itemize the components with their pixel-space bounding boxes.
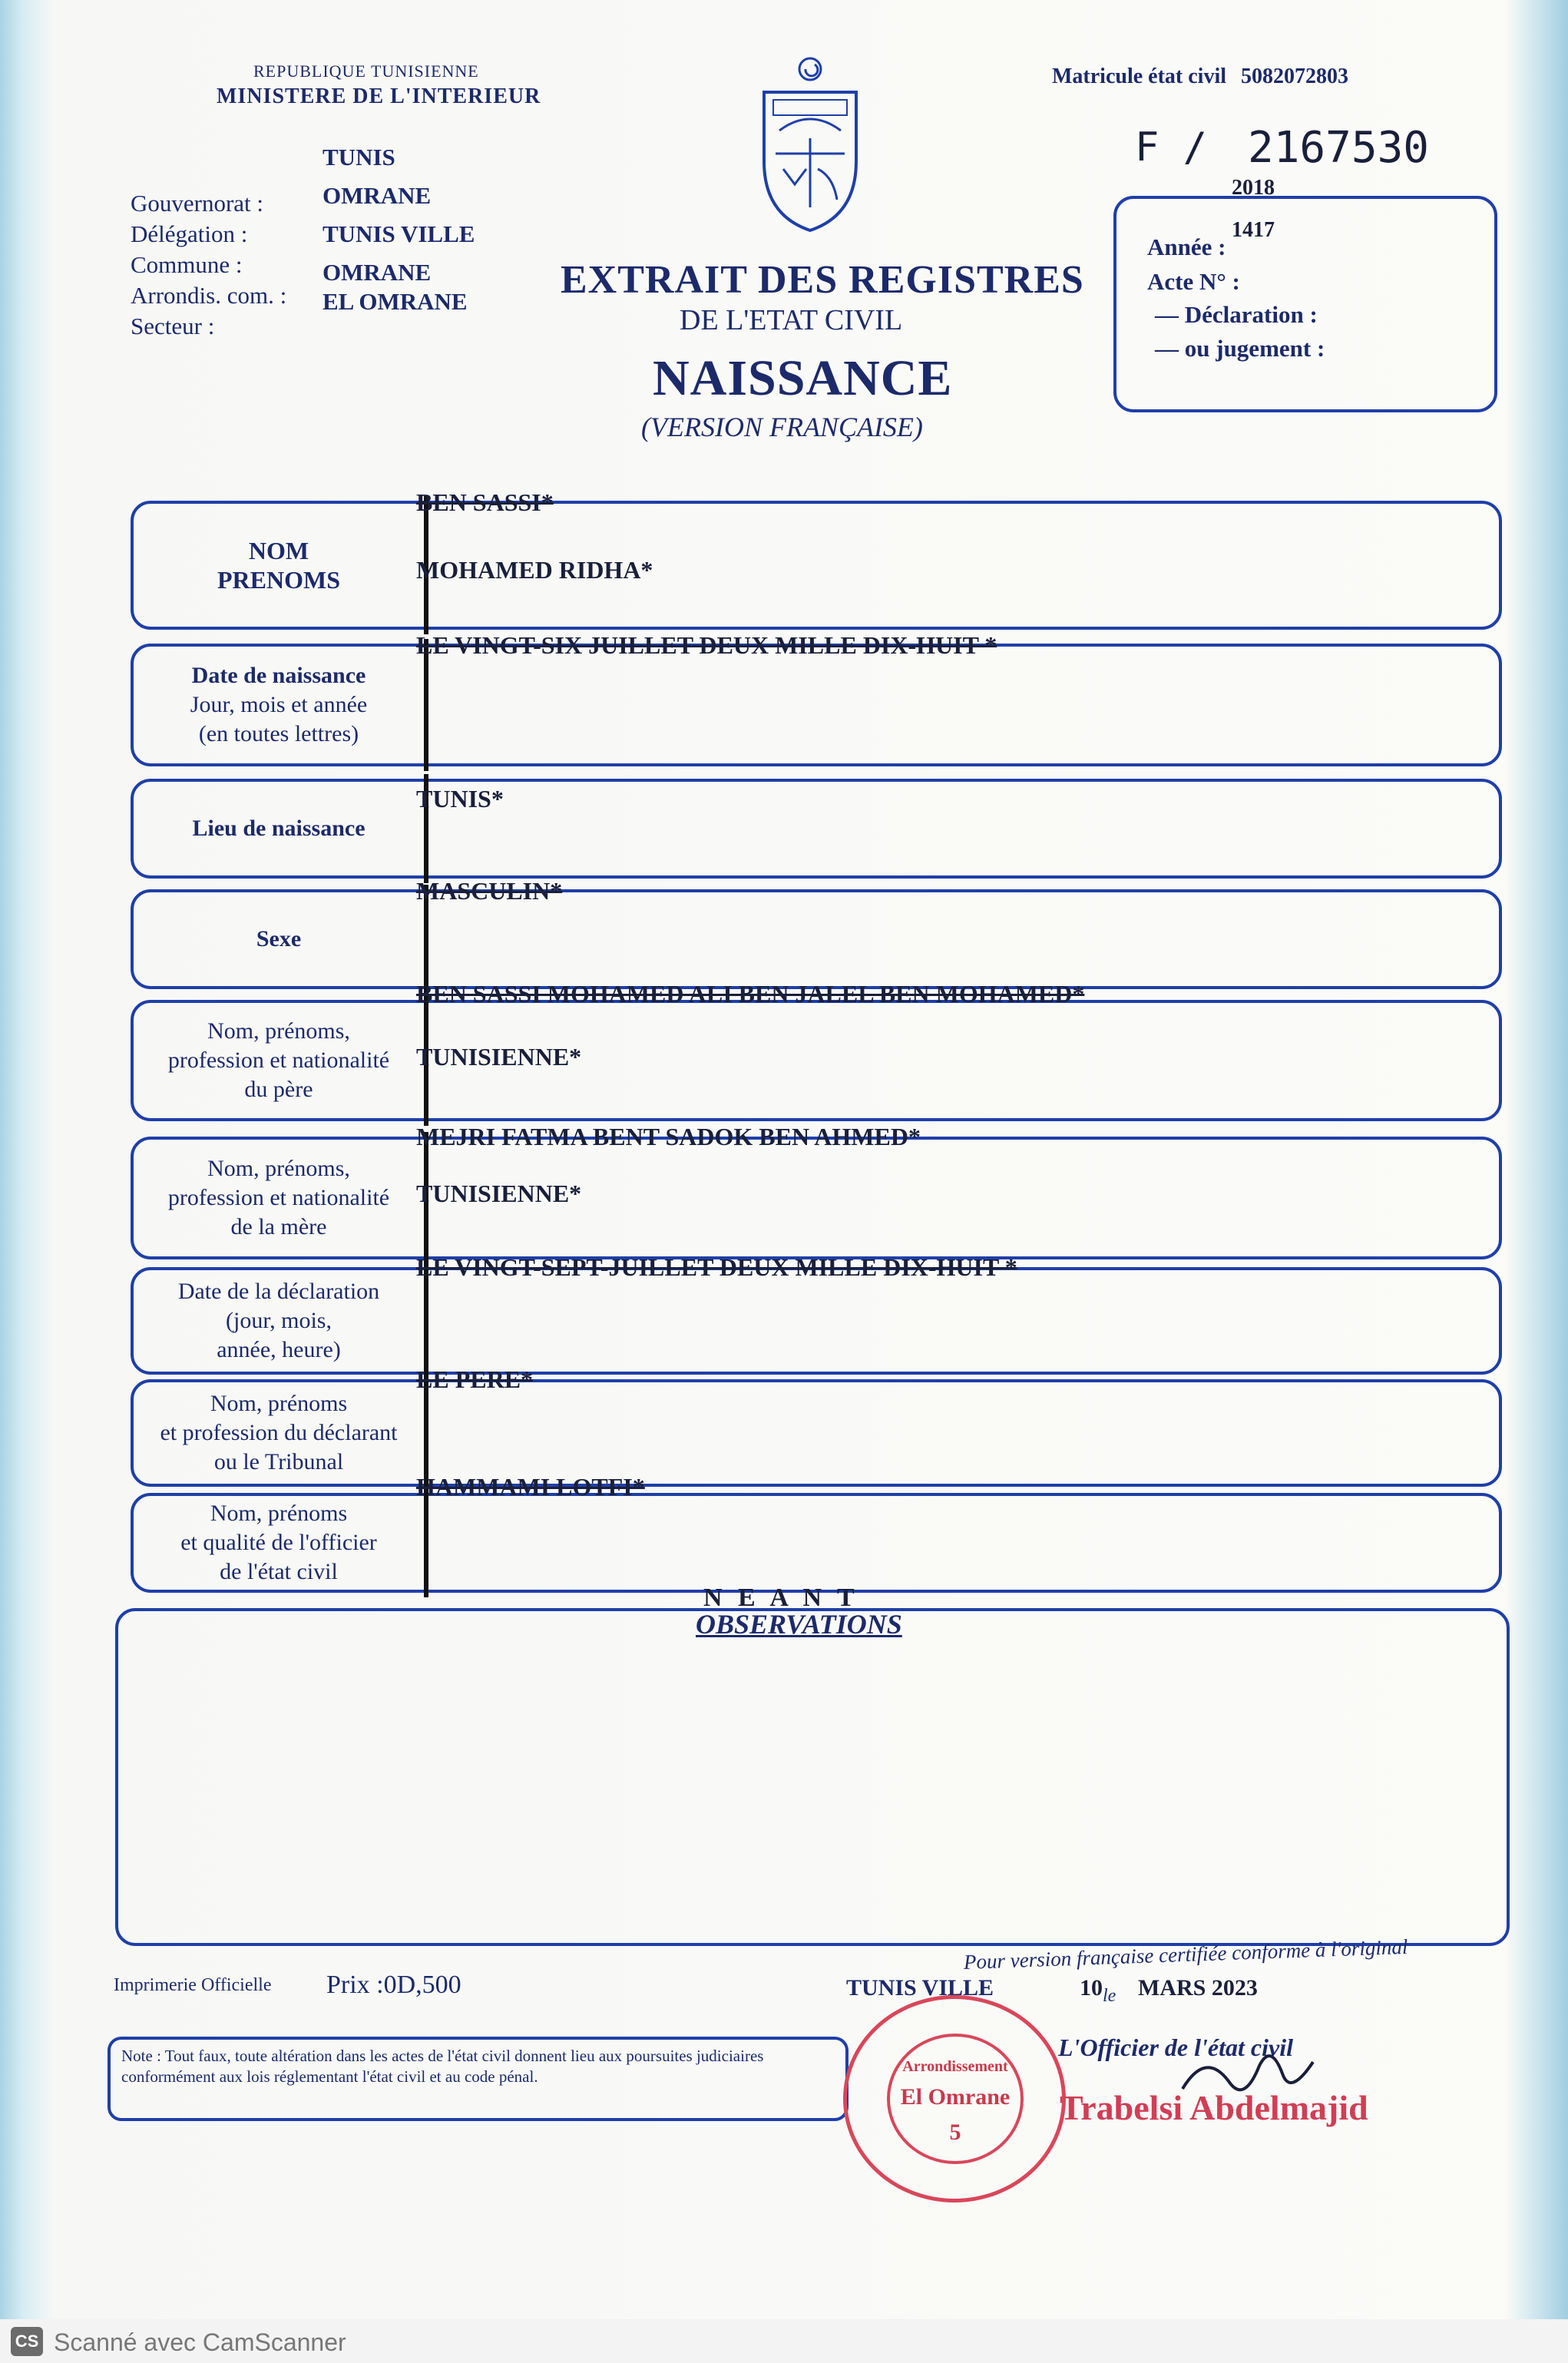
- observations-neant: N E A N T: [703, 1584, 859, 1612]
- label-nom: NOM: [248, 537, 309, 564]
- label-declaration-3: année, heure): [217, 1337, 341, 1362]
- label-sexe: Sexe: [256, 926, 302, 951]
- location-value-1: TUNIS: [323, 144, 395, 170]
- row-label-declarant: [134, 1382, 424, 1484]
- row-nom-prenoms: [131, 488, 1502, 630]
- value-sexe: MASCULIN*: [416, 877, 563, 905]
- label-officier-2: et qualité de l'officier: [180, 1530, 377, 1555]
- location-label-delegation: Délégation :: [131, 220, 248, 247]
- location-label-secteur: Secteur :: [131, 313, 215, 339]
- matricule-value: 5082072803: [1241, 65, 1349, 88]
- location-value-4: OMRANE: [323, 259, 432, 286]
- row-label-nom-prenoms: [134, 504, 424, 627]
- value-mere-nationalite: TUNISIENNE*: [416, 1180, 582, 1207]
- title-main: NAISSANCE: [653, 350, 953, 406]
- row-date-naissance: [131, 631, 1502, 766]
- label-date-naissance-sub1: Jour, mois et année: [190, 692, 368, 717]
- location-value-3: TUNIS VILLE: [323, 220, 475, 247]
- label-officier-3: de l'état civil: [220, 1559, 338, 1584]
- title-line1: EXTRAIT DES REGISTRES: [561, 258, 1084, 302]
- label-mere-1: Nom, prénoms,: [207, 1156, 350, 1181]
- officer-title: L'Officier de l'état civil: [1058, 2034, 1293, 2061]
- label-date-naissance-sub2: (en toutes lettres): [198, 721, 359, 746]
- acte-box: [1113, 176, 1497, 412]
- row-label-pere: [134, 1003, 424, 1118]
- official-stamp-icon: [843, 1995, 1066, 2202]
- matricule-label: Matricule état civil: [1052, 65, 1227, 88]
- location-value-2: OMRANE: [323, 182, 432, 209]
- row-sexe: [131, 877, 1502, 989]
- row-date-declaration: [131, 1253, 1502, 1375]
- value-pere-nom: BEN SASSI MOHAMED ALI BEN JALEL BEN MOHAMED*: [416, 980, 1085, 1008]
- location-values: [323, 138, 475, 321]
- officer-name-stamp: Trabelsi Abdelmajid: [1060, 2088, 1368, 2127]
- value-lieu-naissance: TUNIS*: [416, 785, 504, 812]
- value-pere-nationalite: TUNISIENNE*: [416, 1043, 582, 1071]
- location-label-arrondissement: Arrondis. com. :: [131, 282, 287, 309]
- observations-title: OBSERVATIONS: [696, 1609, 902, 1640]
- date-le: le: [1103, 1986, 1116, 2006]
- label-officier-1: Nom, prénoms: [210, 1501, 348, 1526]
- signature-icon: [1175, 2043, 1344, 2104]
- value-declarant: LE PERE*: [416, 1365, 534, 1393]
- label-date-naissance-title: Date de naissance: [191, 663, 366, 688]
- tunisia-coat-of-arms-icon: [749, 54, 872, 238]
- republic-heading: REPUBLIQUE TUNISIENNE: [253, 61, 479, 81]
- ministry-heading: MINISTERE DE L'INTERIEUR: [217, 84, 541, 108]
- serial-prefix: F /: [1135, 124, 1207, 170]
- matricule: [1052, 65, 1348, 89]
- value-date-naissance: LE VINGT-SIX JUILLET DEUX MILLE DIX-HUIT *: [416, 631, 997, 659]
- annee-value: 2018: [1232, 176, 1275, 200]
- label-pere-3: du père: [244, 1077, 313, 1102]
- jugement-label: — ou jugement :: [1155, 335, 1325, 362]
- row-label-officier: [134, 1496, 424, 1590]
- legal-note: Note : Tout faux, toute altération dans les actes de l'état civil donnent lieu aux poursuites judiciaires conformément aux lois réglementant l'état civil et au code pénal.: [121, 2047, 764, 2086]
- label-declarant-2: et profession du déclarant: [160, 1420, 398, 1445]
- title-line2: DE L'ETAT CIVIL: [680, 304, 903, 336]
- row-label-sexe: [134, 892, 424, 986]
- row-officier: [131, 1473, 1502, 1593]
- date-day: 10: [1080, 1975, 1103, 2001]
- location-labels: [131, 188, 286, 342]
- label-pere-1: Nom, prénoms,: [207, 1018, 350, 1044]
- value-mere-nom: MEJRI FATMA BENT SADOK BEN AHMED*: [416, 1123, 921, 1150]
- value-nom: BEN SASSI*: [416, 488, 554, 516]
- legal-note-box: [108, 2037, 849, 2121]
- row-lieu-naissance: [131, 779, 1502, 879]
- location-value-5: EL OMRANE: [323, 288, 468, 315]
- label-lieu-naissance: Lieu de naissance: [192, 816, 366, 841]
- scanner-footer: [0, 2319, 1568, 2363]
- label-declaration-1: Date de la déclaration: [177, 1279, 380, 1304]
- stamp-arrondissement: Arrondissement: [902, 2058, 1008, 2075]
- label-mere-2: profession et nationalité: [167, 1185, 390, 1210]
- acte-value: 1417: [1232, 218, 1275, 242]
- value-prenoms: MOHAMED RIDHA*: [416, 556, 653, 584]
- declaration-label: — Déclaration :: [1155, 301, 1318, 328]
- annee-label: Année :: [1147, 233, 1226, 260]
- label-mere-3: de la mère: [230, 1214, 327, 1239]
- certification-line: Pour version française certifiée conforme à l'original: [963, 1934, 1408, 1974]
- row-declarant: [131, 1365, 1502, 1487]
- location-label-commune: Commune :: [131, 251, 243, 278]
- label-pere-2: profession et nationalité: [167, 1047, 390, 1073]
- price: Prix :0D,500: [326, 1971, 461, 1999]
- printer-name: Imprimerie Officielle: [114, 1975, 272, 1995]
- row-pere: [131, 980, 1502, 1121]
- row-divider: [424, 1488, 428, 1597]
- label-declarant-1: Nom, prénoms: [210, 1391, 348, 1416]
- stamp-number: 5: [949, 2120, 961, 2145]
- label-declarant-3: ou le Tribunal: [213, 1449, 344, 1474]
- acte-label: Acte N° :: [1147, 268, 1240, 295]
- serial-number: 2167530: [1248, 123, 1430, 173]
- observations-box: [115, 1584, 1510, 1946]
- label-prenoms: PRENOMS: [217, 566, 340, 594]
- stamp-inner-ring: [887, 2034, 1024, 2164]
- row-label-date-declaration: [134, 1270, 424, 1372]
- row-label-mere: [134, 1140, 424, 1256]
- row-label-lieu-naissance: [134, 782, 424, 875]
- location-label-gouvernorat: Gouvernorat :: [131, 190, 264, 217]
- place: TUNIS VILLE: [846, 1975, 994, 2001]
- title-version: (VERSION FRANÇAISE): [641, 412, 923, 442]
- row-mere: [131, 1123, 1502, 1259]
- stamp-el-omrane: El Omrane: [900, 2084, 1011, 2110]
- camscanner-logo-icon: CS: [11, 2327, 43, 2356]
- camscanner-text: Scanné avec CamScanner: [54, 2328, 346, 2356]
- value-date-declaration: LE VINGT-SEPT-JUILLET DEUX MILLE DIX-HUIT *: [416, 1253, 1017, 1281]
- label-declaration-2: (jour, mois,: [226, 1308, 332, 1333]
- date-month-year: MARS 2023: [1138, 1975, 1258, 2001]
- row-label-date-naissance: [134, 647, 424, 763]
- value-officier: HAMMAMI LOTFI*: [416, 1473, 645, 1501]
